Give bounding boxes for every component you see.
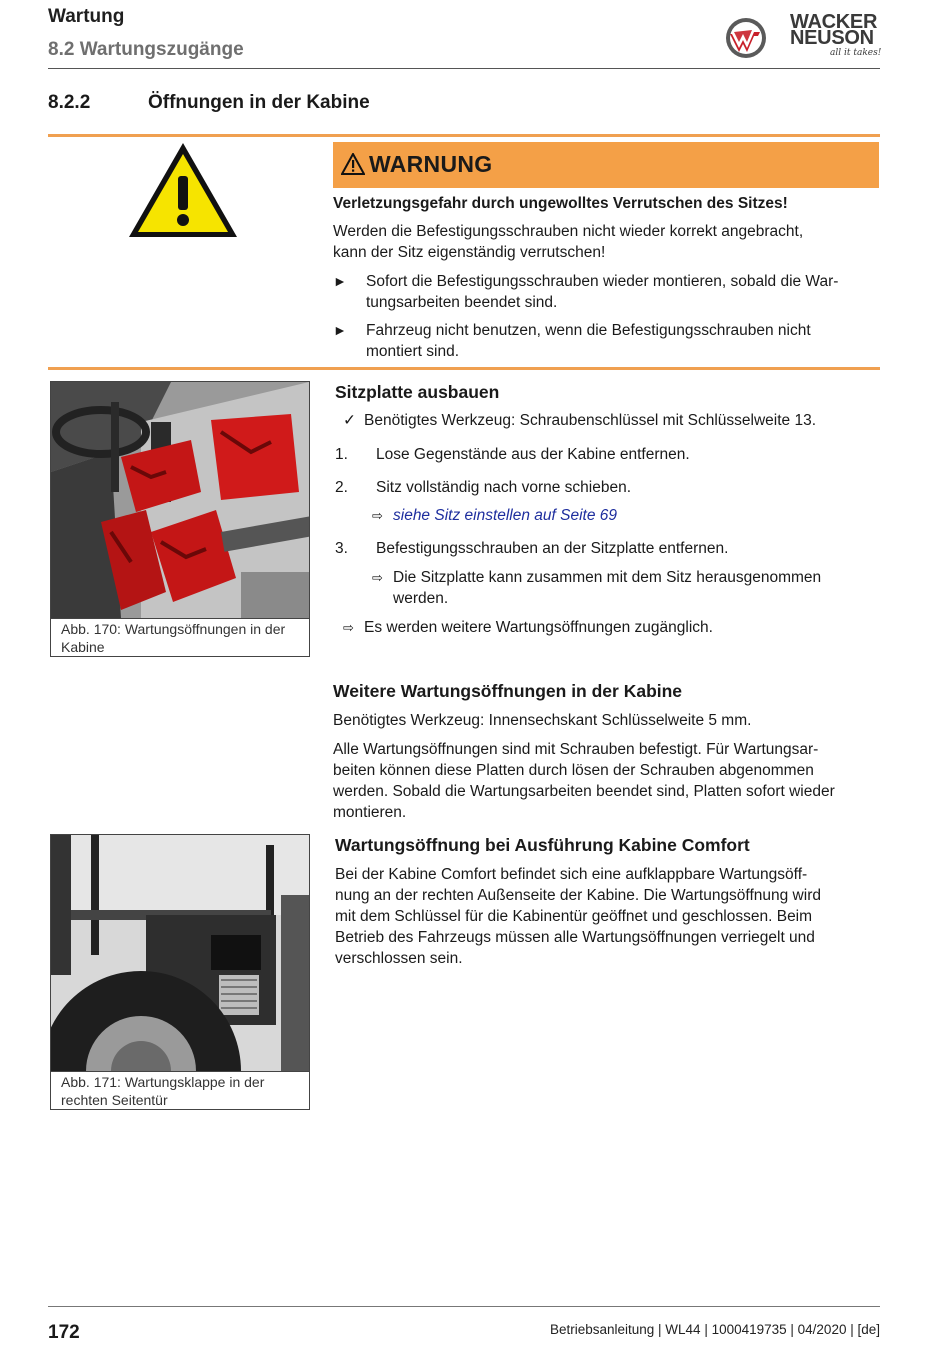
more-openings-heading: Weitere Wartungsöffnungen in der Kabine xyxy=(333,681,683,701)
warning-banner xyxy=(333,142,879,188)
caption-line: Abb. 171: Wartungsklappe in der xyxy=(61,1074,265,1090)
result-arrow-icon: ⇨ xyxy=(343,620,354,635)
wacker-neuson-logo xyxy=(722,11,882,66)
page-number: 172 xyxy=(48,1322,80,1343)
final-result: Es werden weitere Wartungsöffnungen zugänglich. xyxy=(364,619,713,636)
para-line: verschlossen sein. xyxy=(335,950,463,967)
para-line: werden. Sobald die Wartungsarbeiten beendet sind, Platten sofort wieder xyxy=(333,783,835,800)
para-line: nung an der rechten Außenseite der Kabine. Die Wartungsöffnung wird xyxy=(335,887,821,904)
figure-171 xyxy=(50,834,310,1110)
section-number: 8.2.2 xyxy=(48,92,91,113)
step-number: 2. xyxy=(335,479,348,496)
result-line: Die Sitzplatte kann zusammen mit dem Sitz herausgenommen xyxy=(393,569,822,586)
warning-triangle-icon xyxy=(126,140,240,240)
logo-emblem-icon xyxy=(724,16,768,60)
step-1-text: Lose Gegenstände aus der Kabine entfernen. xyxy=(376,446,690,463)
warning-text xyxy=(333,221,803,263)
para-line: beiten können diese Platten durch lösen der Schrauben abgenommen xyxy=(333,762,814,779)
para-line: mit dem Schlüssel für die Kabinentür geöffnet und geschlossen. Beim xyxy=(335,908,813,925)
result-arrow-icon: ⇨ xyxy=(372,508,383,523)
more-tool-requirement: Benötigtes Werkzeug: Innensechskant Schlüsselweite 5 mm. xyxy=(333,712,752,729)
step-3-result xyxy=(393,567,821,609)
logo-word-2: NEUSON xyxy=(790,27,874,49)
warning-bullet-1 xyxy=(366,271,838,313)
caption-line: Abb. 170: Wartungsöffnungen in der xyxy=(61,621,286,637)
checkmark-icon: ✓ xyxy=(343,412,356,429)
result-arrow-icon: ⇨ xyxy=(372,570,383,585)
comfort-cabin-heading: Wartungsöffnung bei Ausführung Kabine Comfort xyxy=(335,835,750,855)
step-2-text: Sitz vollständig nach vorne schieben. xyxy=(376,479,632,496)
warning-small-icon xyxy=(341,153,365,175)
step-number: 3. xyxy=(335,540,348,557)
footer-divider xyxy=(48,1306,880,1307)
warning-top-rule xyxy=(48,134,880,137)
bullet-arrow-icon: ► xyxy=(333,273,347,289)
seat-adjust-link[interactable]: siehe Sitz einstellen auf Seite 69 xyxy=(393,507,618,524)
figure-170 xyxy=(50,381,310,657)
bullet-line: Sofort die Befestigungsschrauben wieder montieren, sobald die War- xyxy=(366,273,839,290)
seat-tool-requirement: Benötigtes Werkzeug: Schraubenschlüssel mit Schlüsselweite 13. xyxy=(364,412,817,429)
bullet-line: Fahrzeug nicht benutzen, wenn die Befestigungsschrauben nicht xyxy=(366,322,811,339)
para-line: Alle Wartungsöffnungen sind mit Schrauben befestigt. Für Wartungsar- xyxy=(333,741,819,758)
seat-plate-heading: Sitzplatte ausbauen xyxy=(335,382,500,402)
warning-text-line: Werden die Befestigungsschrauben nicht wieder korrekt angebracht, xyxy=(333,223,804,240)
para-line: montieren. xyxy=(333,804,407,821)
caption-line: Kabine xyxy=(61,639,105,655)
step-number: 1. xyxy=(335,446,348,463)
comfort-cabin-paragraph xyxy=(335,864,821,969)
more-openings-paragraph xyxy=(333,739,835,823)
caption-line: rechten Seitentür xyxy=(61,1092,168,1108)
warning-bullet-2 xyxy=(366,320,811,362)
logo-word-1: WACKER xyxy=(790,11,878,33)
bullet-arrow-icon: ► xyxy=(333,322,347,338)
header-divider xyxy=(48,68,880,69)
result-line: werden. xyxy=(393,590,449,607)
document-info: Betriebsanleitung | WL44 | 1000419735 | 04/2020 | [de] xyxy=(549,1322,880,1337)
chapter-title: Wartung xyxy=(48,6,125,27)
section-breadcrumb: 8.2 Wartungszugänge xyxy=(48,39,244,60)
warning-signal-word: WARNUNG xyxy=(369,151,493,177)
warning-headline: Verletzungsgefahr durch ungewolltes Verrutschen des Sitzes! xyxy=(333,195,788,212)
para-line: Bei der Kabine Comfort befindet sich eine aufklappbare Wartungsöff- xyxy=(335,866,808,883)
warning-bottom-rule xyxy=(48,367,880,370)
para-line: Betrieb des Fahrzeugs müssen alle Wartungsöffnungen verriegelt und xyxy=(335,929,815,946)
bullet-line: montiert sind. xyxy=(366,343,460,360)
warning-text-line: kann der Sitz eigenständig verrutschen! xyxy=(333,244,606,261)
bullet-line: tungsarbeiten beendet sind. xyxy=(366,294,558,311)
side-door-hatch-image xyxy=(51,835,309,1071)
step-3-text: Befestigungsschrauben an der Sitzplatte entfernen. xyxy=(376,540,729,557)
logo-tagline: all it takes! xyxy=(830,48,882,58)
figure-170-caption xyxy=(51,618,309,657)
section-title: Öffnungen in der Kabine xyxy=(148,92,370,113)
figure-171-caption xyxy=(51,1071,309,1110)
cabin-openings-image xyxy=(51,382,309,618)
